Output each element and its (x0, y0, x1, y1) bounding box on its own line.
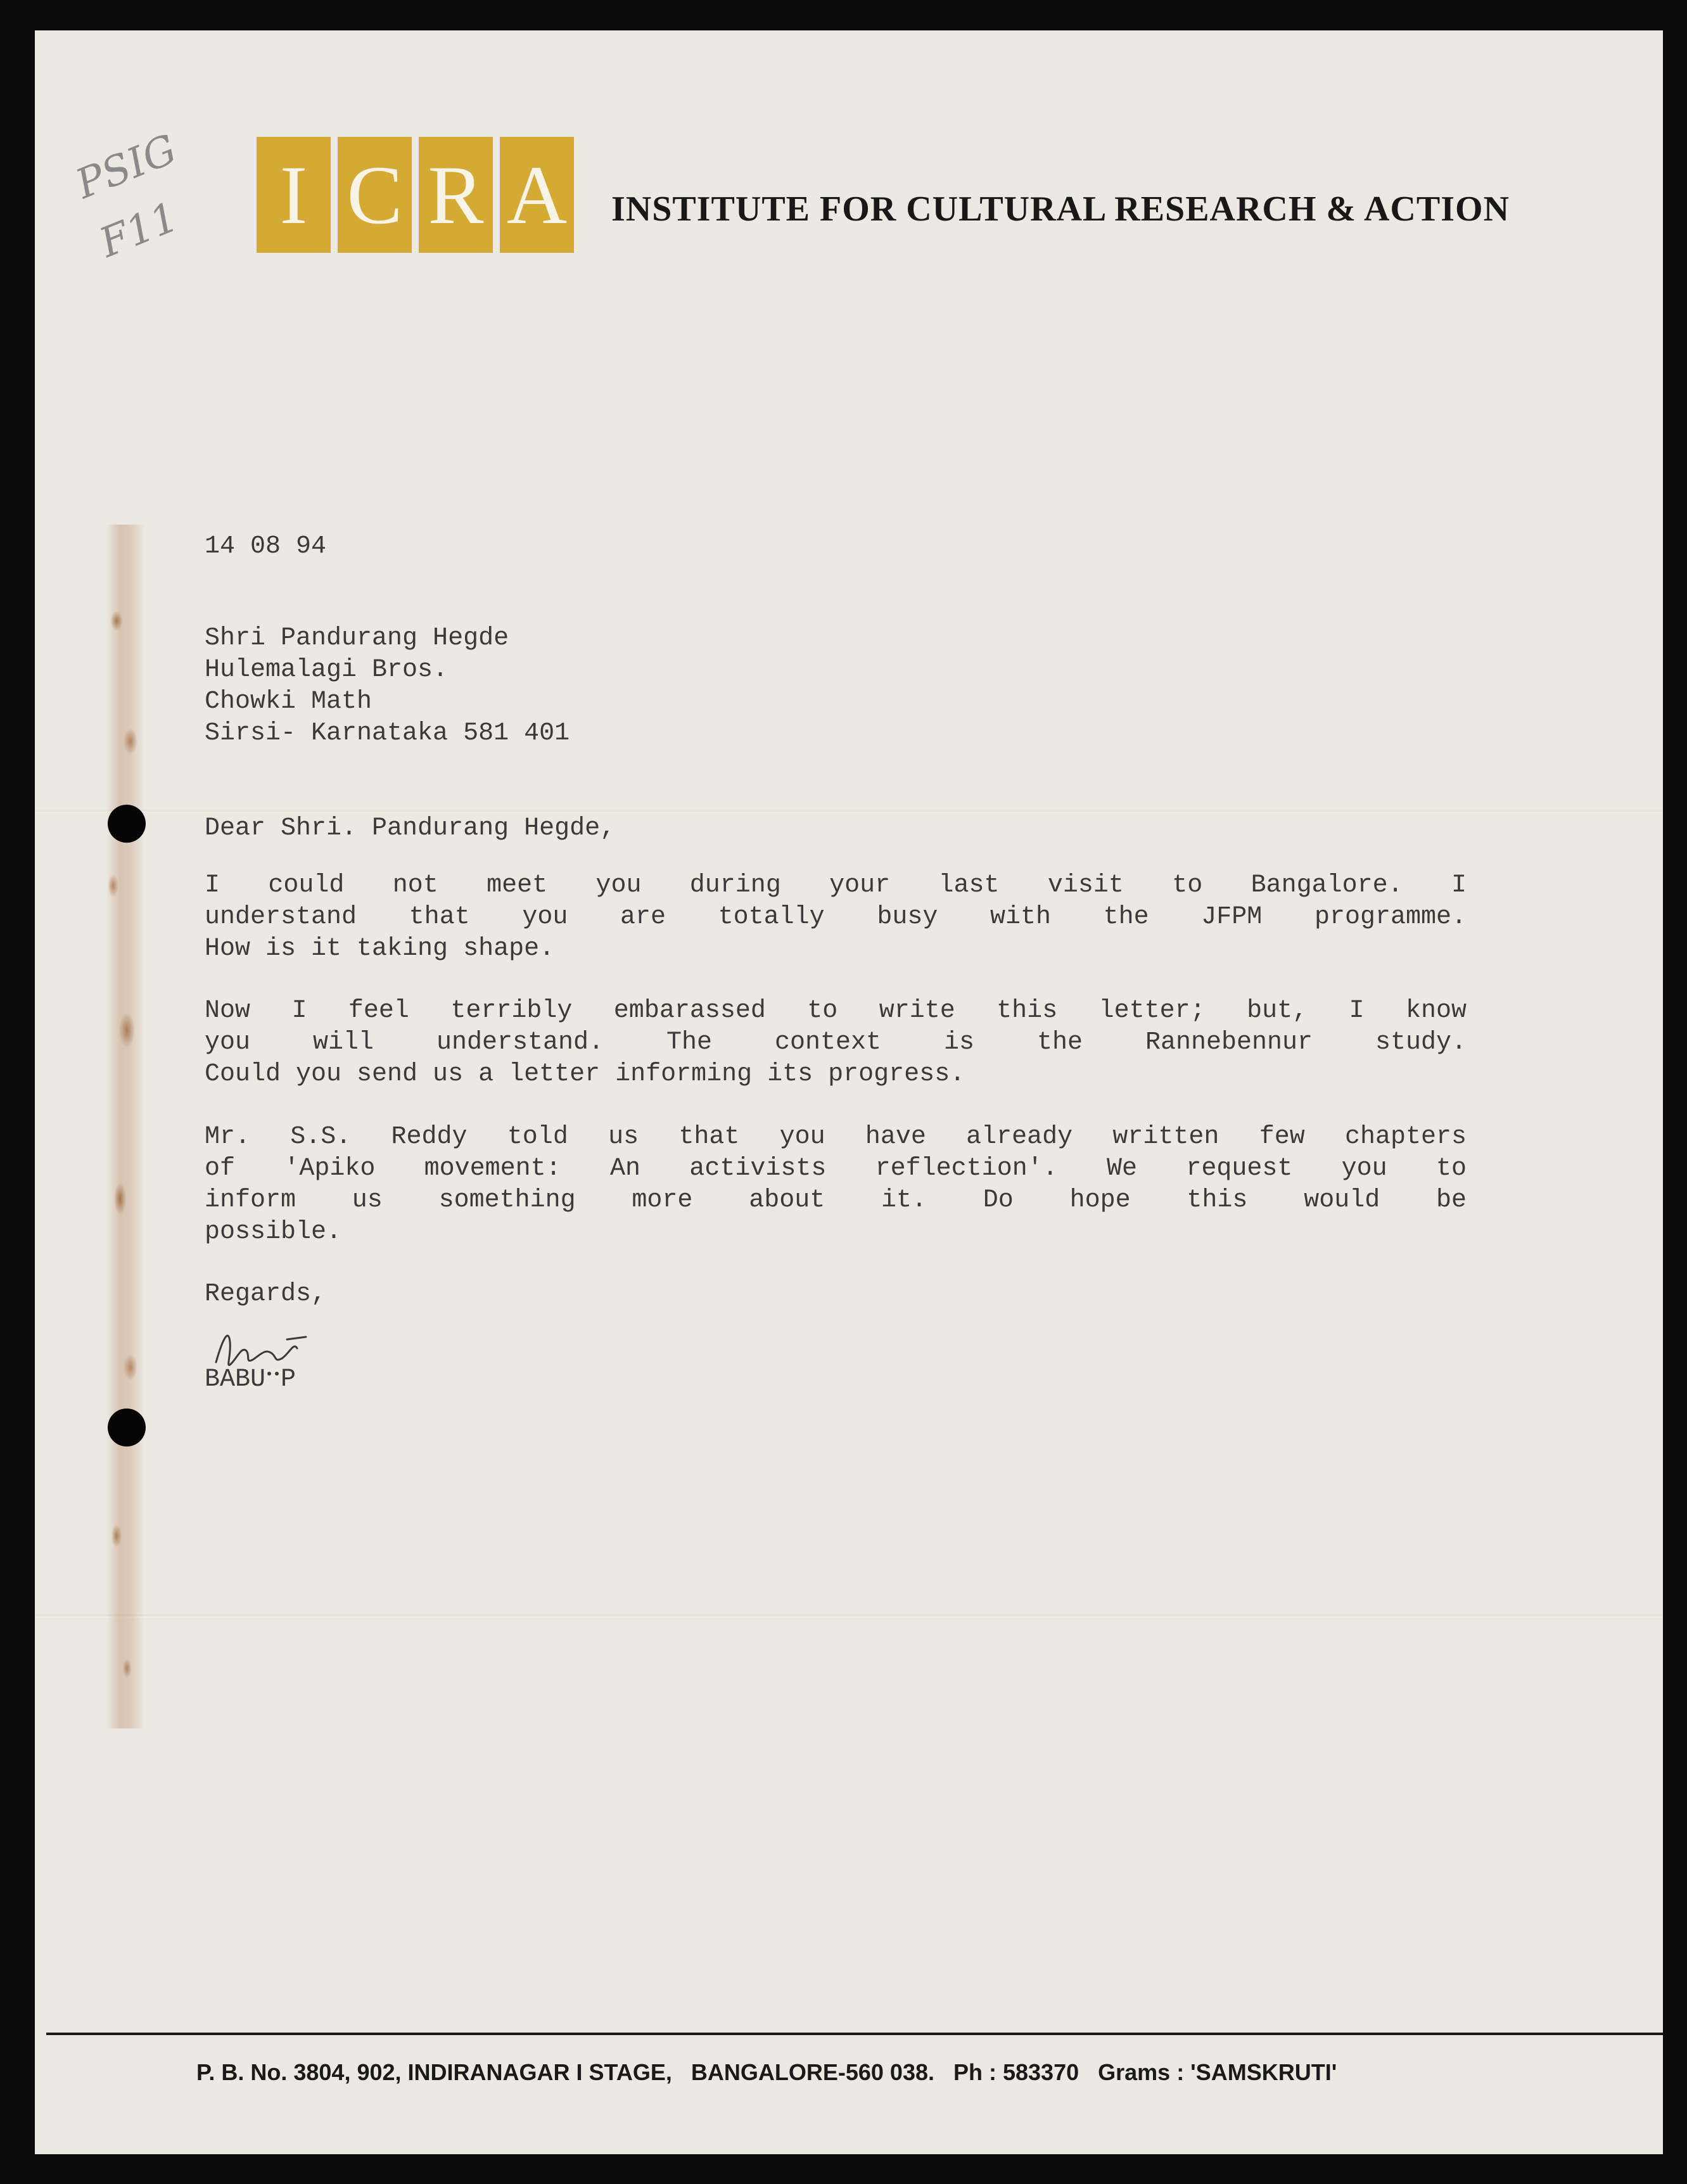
recipient-line: Chowki Math (205, 687, 372, 716)
annotation-note: PSIG (69, 125, 184, 208)
recipient-line: Hulemalagi Bros. (205, 656, 449, 684)
punch-hole (108, 1408, 146, 1446)
rust-stain (89, 525, 158, 1728)
logo-letter: C (338, 137, 412, 253)
recipient-line: Sirsi- Karnataka 581 401 (205, 719, 570, 748)
handwritten-annotations (67, 118, 210, 275)
logo-letter: I (257, 137, 331, 253)
footer-divider (46, 2033, 1663, 2035)
body-line: Mr. S.S. Reddy told us that you have already written few chapters (205, 1123, 1467, 1151)
organization-name: INSTITUTE FOR CULTURAL RESEARCH & ACTION (611, 189, 1510, 229)
body-paragraph (205, 870, 1467, 965)
body-line: How is it taking shape. (205, 935, 555, 963)
icra-logo (257, 137, 574, 253)
body-line: you will understand. The context is the Rannebennur study. (205, 1028, 1467, 1057)
annotation-note: F11 (93, 193, 185, 267)
punch-hole (108, 805, 146, 843)
signatory-name: BABU P (205, 1365, 296, 1394)
logo-letter: R (419, 137, 493, 253)
body-line: I could not meet you during your last visit to Bangalore. I (205, 871, 1467, 900)
body-line: inform us something more about it. Do hope this would be (205, 1186, 1467, 1215)
body-paragraph (205, 1121, 1467, 1248)
body-paragraph (205, 995, 1467, 1090)
body-line: Could you send us a letter informing its progress. (205, 1060, 965, 1089)
fold-line (35, 1614, 1663, 1618)
logo-letter: A (500, 137, 574, 253)
salutation: Dear Shri. Pandurang Hegde, (205, 814, 616, 843)
body-line: Now I feel terribly embarassed to write this letter; but, I know (205, 997, 1467, 1025)
recipient-line: Shri Pandurang Hegde (205, 624, 509, 653)
body-line: possible. (205, 1218, 342, 1246)
footer-address: P. B. No. 3804, 902, INDIRANAGAR I STAGE, BANGALORE-560 038. Ph : 583370 Grams : 'SAMSKRUTI' (196, 2059, 1337, 2085)
closing: Regards, (205, 1280, 327, 1308)
body-line: understand that you are totally busy with the JFPM programme. (205, 903, 1467, 931)
letter-page (35, 30, 1663, 2154)
body-line: of 'Apiko movement: An activists reflection'. We request you to (205, 1154, 1467, 1183)
letter-date: 14 08 94 (205, 532, 327, 561)
